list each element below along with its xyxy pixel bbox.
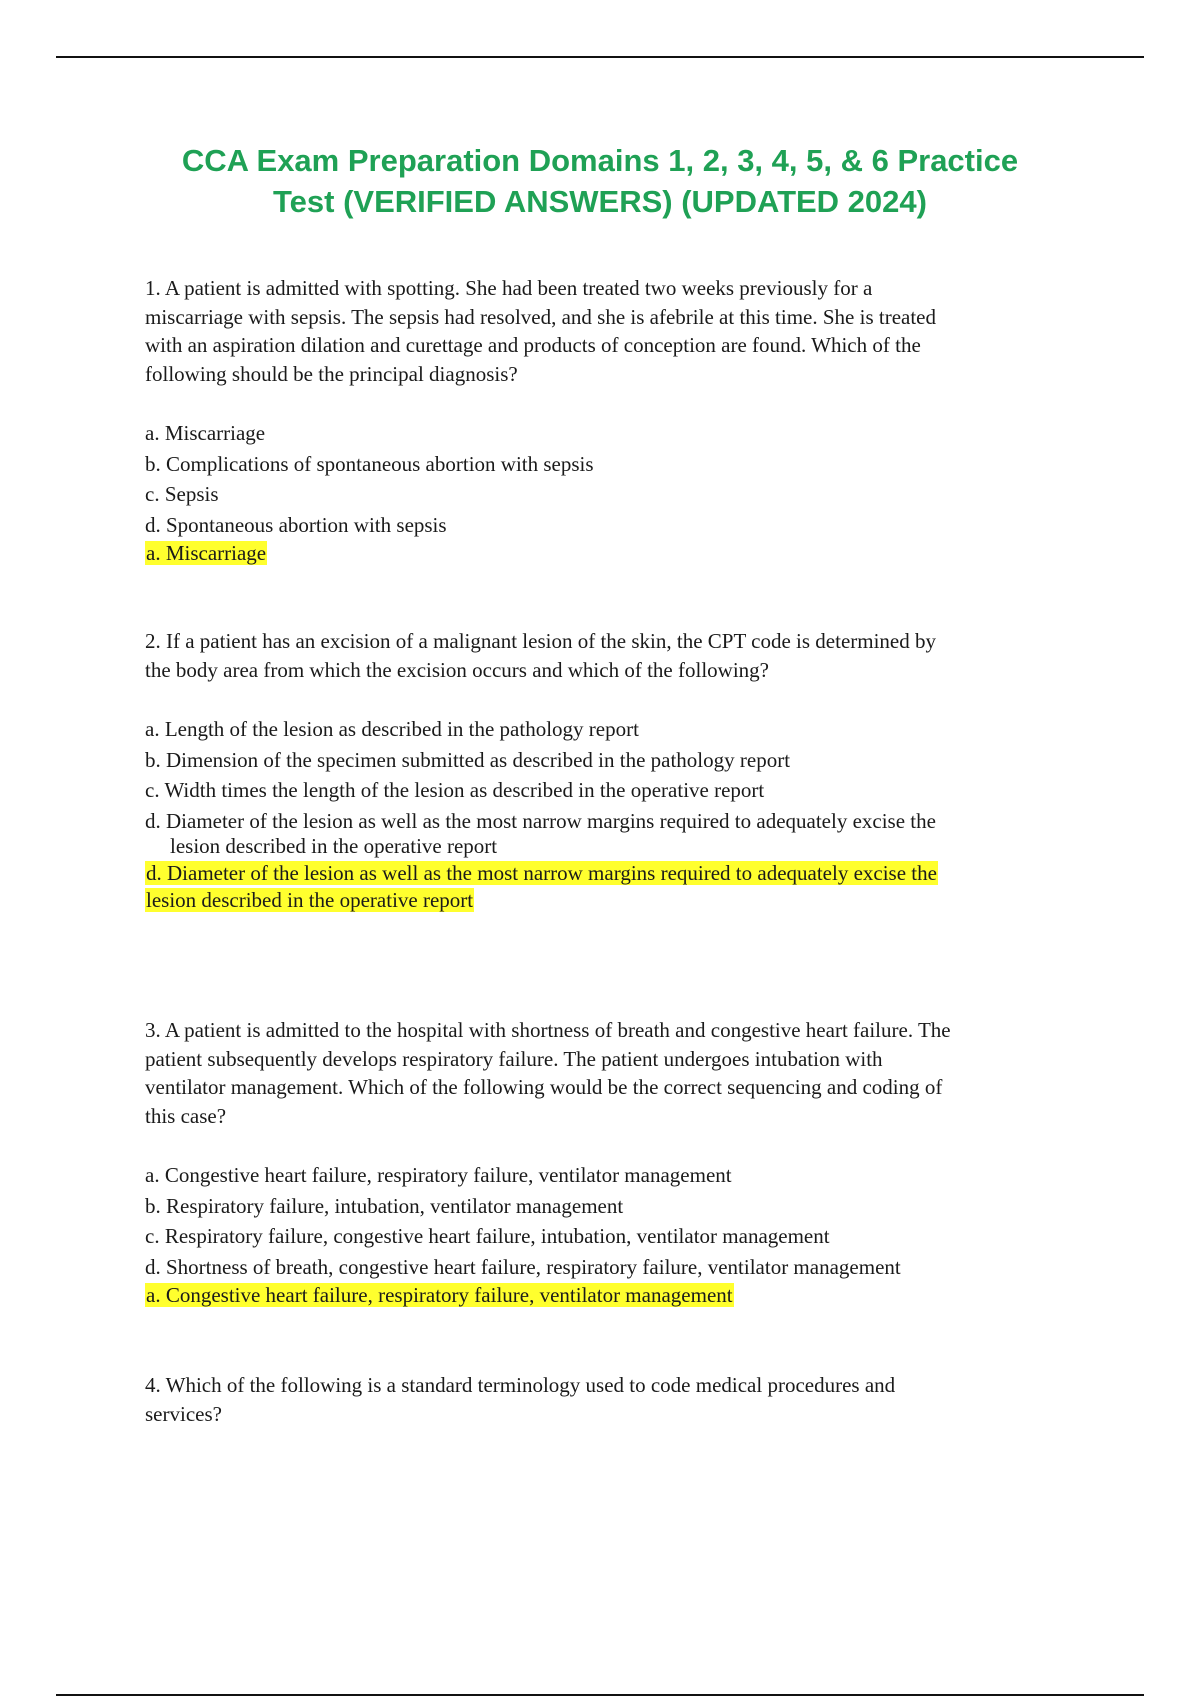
question-3-answer bbox=[145, 1282, 1080, 1309]
question-2-option-b: b. Dimension of the specimen submitted as described in the pathology report bbox=[145, 747, 791, 772]
question-3-line-3: ventilator management. Which of the following would be the correct sequencing and coding of bbox=[145, 1075, 943, 1099]
question-1-options bbox=[145, 418, 1080, 540]
question-list bbox=[145, 274, 1080, 1428]
question-4-line-2: services? bbox=[145, 1401, 222, 1426]
top-rule bbox=[56, 56, 1144, 58]
question-1-line-3: with an aspiration dilation and curettage and products of conception are found. Which of the bbox=[145, 333, 921, 357]
question-3-answer-highlight: a. Congestive heart failure, respiratory failure, ventilator management bbox=[146, 1283, 733, 1307]
question-3-line-1: 3. A patient is admitted to the hospital with shortness of breath and congestive heart failure. The bbox=[145, 1018, 951, 1042]
question-3 bbox=[145, 1016, 1080, 1309]
question-1-option-b: b. Complications of spontaneous abortion with sepsis bbox=[145, 451, 594, 476]
question-2-option-a: a. Length of the lesion as described in the pathology report bbox=[145, 717, 639, 741]
question-1-answer bbox=[145, 540, 1080, 567]
question-2-option-c: c. Width times the length of the lesion as described in the operative report bbox=[145, 778, 765, 802]
question-1 bbox=[145, 274, 1080, 567]
question-1-option-c: c. Sepsis bbox=[145, 482, 219, 506]
question-2-line-1: 2. If a patient has an excision of a malignant lesion of the skin, the CPT code is determined by bbox=[145, 629, 937, 653]
question-2-option-d-line-2: lesion described in the operative report bbox=[170, 834, 498, 858]
question-2-answer-line-2: lesion described in the operative report bbox=[146, 888, 474, 912]
bottom-rule bbox=[56, 1694, 1144, 1696]
question-2 bbox=[145, 627, 1080, 914]
question-1-line-4: following should be the principal diagnosis? bbox=[145, 361, 518, 386]
question-3-option-b: b. Respiratory failure, intubation, ventilator management bbox=[145, 1193, 624, 1218]
question-1-line-1: 1. A patient is admitted with spotting. She had been treated two weeks previously for a bbox=[145, 276, 873, 300]
question-3-line-2: patient subsequently develops respiratory failure. The patient undergoes intubation with bbox=[145, 1046, 883, 1071]
title-line-1: CCA Exam Preparation Domains 1, 2, 3, 4, 5, & 6 Practice bbox=[181, 143, 1019, 178]
question-2-text bbox=[145, 627, 1080, 684]
question-1-text bbox=[145, 274, 1080, 388]
title-line-2: Test (VERIFIED ANSWERS) (UPDATED 2024) bbox=[273, 184, 927, 219]
question-4 bbox=[145, 1371, 1080, 1428]
question-3-text bbox=[145, 1016, 1080, 1130]
question-3-options bbox=[145, 1160, 1080, 1282]
question-1-line-2: miscarriage with sepsis. The sepsis had resolved, and she is afebrile at this time. She is treated bbox=[145, 304, 936, 329]
question-1-option-a: a. Miscarriage bbox=[145, 421, 266, 445]
question-1-answer-highlight: a. Miscarriage bbox=[146, 541, 267, 565]
question-2-options bbox=[145, 714, 1080, 860]
question-4-text bbox=[145, 1371, 1080, 1428]
question-3-option-d: d. Shortness of breath, congestive heart failure, respiratory failure, ventilator management bbox=[145, 1254, 901, 1279]
document-title bbox=[100, 140, 1100, 222]
question-2-option-d bbox=[145, 806, 1080, 861]
question-2-answer-line-1: d. Diameter of the lesion as well as the most narrow margins required to adequately excise the bbox=[146, 861, 937, 885]
question-2-option-d-line-1: d. Diameter of the lesion as well as the most narrow margins required to adequately excise the bbox=[145, 808, 936, 833]
question-1-option-d: d. Spontaneous abortion with sepsis bbox=[145, 512, 447, 537]
question-2-line-2: the body area from which the excision occurs and which of the following? bbox=[145, 657, 769, 682]
question-4-line-1: 4. Which of the following is a standard terminology used to code medical procedures and bbox=[145, 1373, 896, 1397]
question-3-line-4: this case? bbox=[145, 1103, 227, 1128]
question-3-option-a: a. Congestive heart failure, respiratory failure, ventilator management bbox=[145, 1163, 732, 1187]
question-3-option-c: c. Respiratory failure, congestive heart failure, intubation, ventilator management bbox=[145, 1224, 830, 1248]
question-2-answer bbox=[145, 860, 1080, 914]
